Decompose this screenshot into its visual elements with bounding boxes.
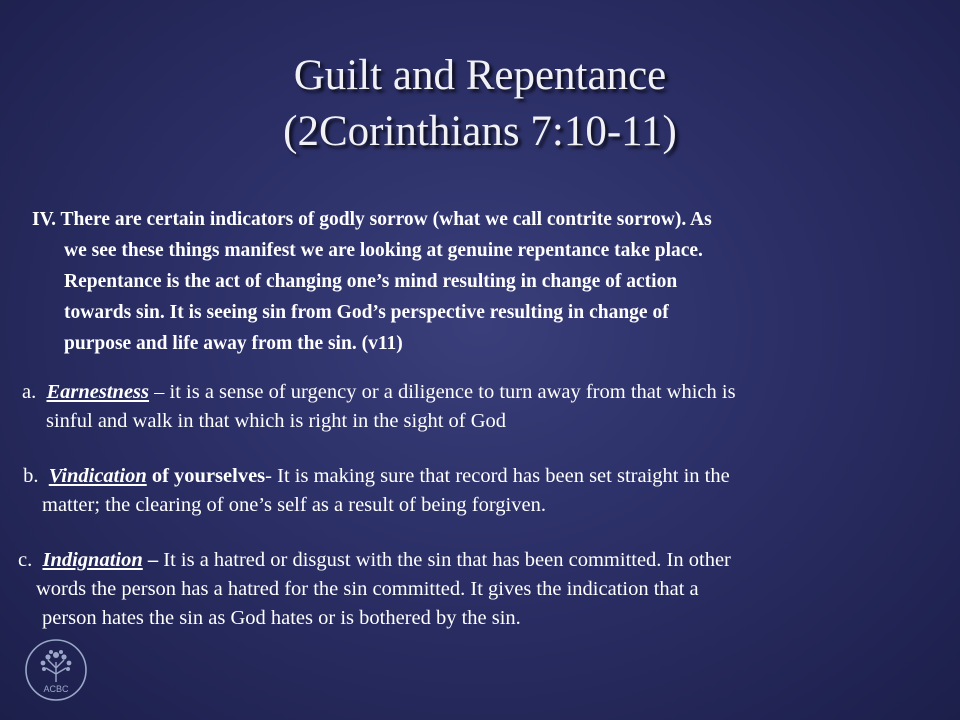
tree-icon [24, 638, 88, 702]
term-suffix: – [142, 549, 159, 571]
term-vindication: Vindication [48, 465, 147, 487]
slide-title-line1: Guilt and Repentance [293, 52, 667, 99]
list-marker: a. [22, 381, 37, 403]
intro-paragraph [32, 204, 957, 359]
list-item-line: sinful and walk in that which is right in the sight of God [46, 410, 507, 432]
logo-text: ACBC [43, 684, 69, 694]
term-earnestness: Earnestness [46, 381, 150, 403]
list-item-line: words the person has a hatred for the sin committed. It gives the indication that a [36, 578, 699, 600]
term-indignation: Indignation [42, 549, 143, 571]
list-item-vindication [18, 462, 948, 520]
acbc-logo [24, 638, 88, 702]
term-suffix: of yourselves [146, 465, 266, 487]
list-item-earnestness [22, 378, 942, 436]
list-item-line: matter; the clearing of one’s self as a result of being forgiven. [42, 494, 546, 516]
list-item-indignation [18, 546, 948, 633]
list-item-text: - It is making sure that record has been set straight in the [265, 465, 730, 487]
intro-line: towards sin. It is seeing sin from God’s perspective resulting in change of [64, 302, 669, 323]
list-item-text: – it is a sense of urgency or a diligence to turn away from that which is [149, 381, 736, 403]
list-item-line [18, 462, 948, 491]
intro-line: we see these things manifest we are looking at genuine repentance take place. [64, 240, 703, 261]
list-item-line: person hates the sin as God hates or is bothered by the sin. [42, 607, 521, 629]
list-item-text: It is a hatred or disgust with the sin that has been committed. In other [158, 549, 731, 571]
list-marker: b. [23, 465, 39, 487]
list-item-line [22, 378, 942, 407]
intro-line: Repentance is the act of changing one’s mind resulting in change of action [64, 271, 678, 292]
intro-line: IV. There are certain indicators of godly sorrow (what we call contrite sorrow). As [32, 209, 712, 230]
list-marker: c. [18, 549, 33, 571]
slide-title-line2: (2Corinthians 7:10-11) [283, 108, 677, 155]
intro-line: purpose and life away from the sin. (v11) [64, 333, 403, 354]
list-item-line [18, 546, 948, 575]
